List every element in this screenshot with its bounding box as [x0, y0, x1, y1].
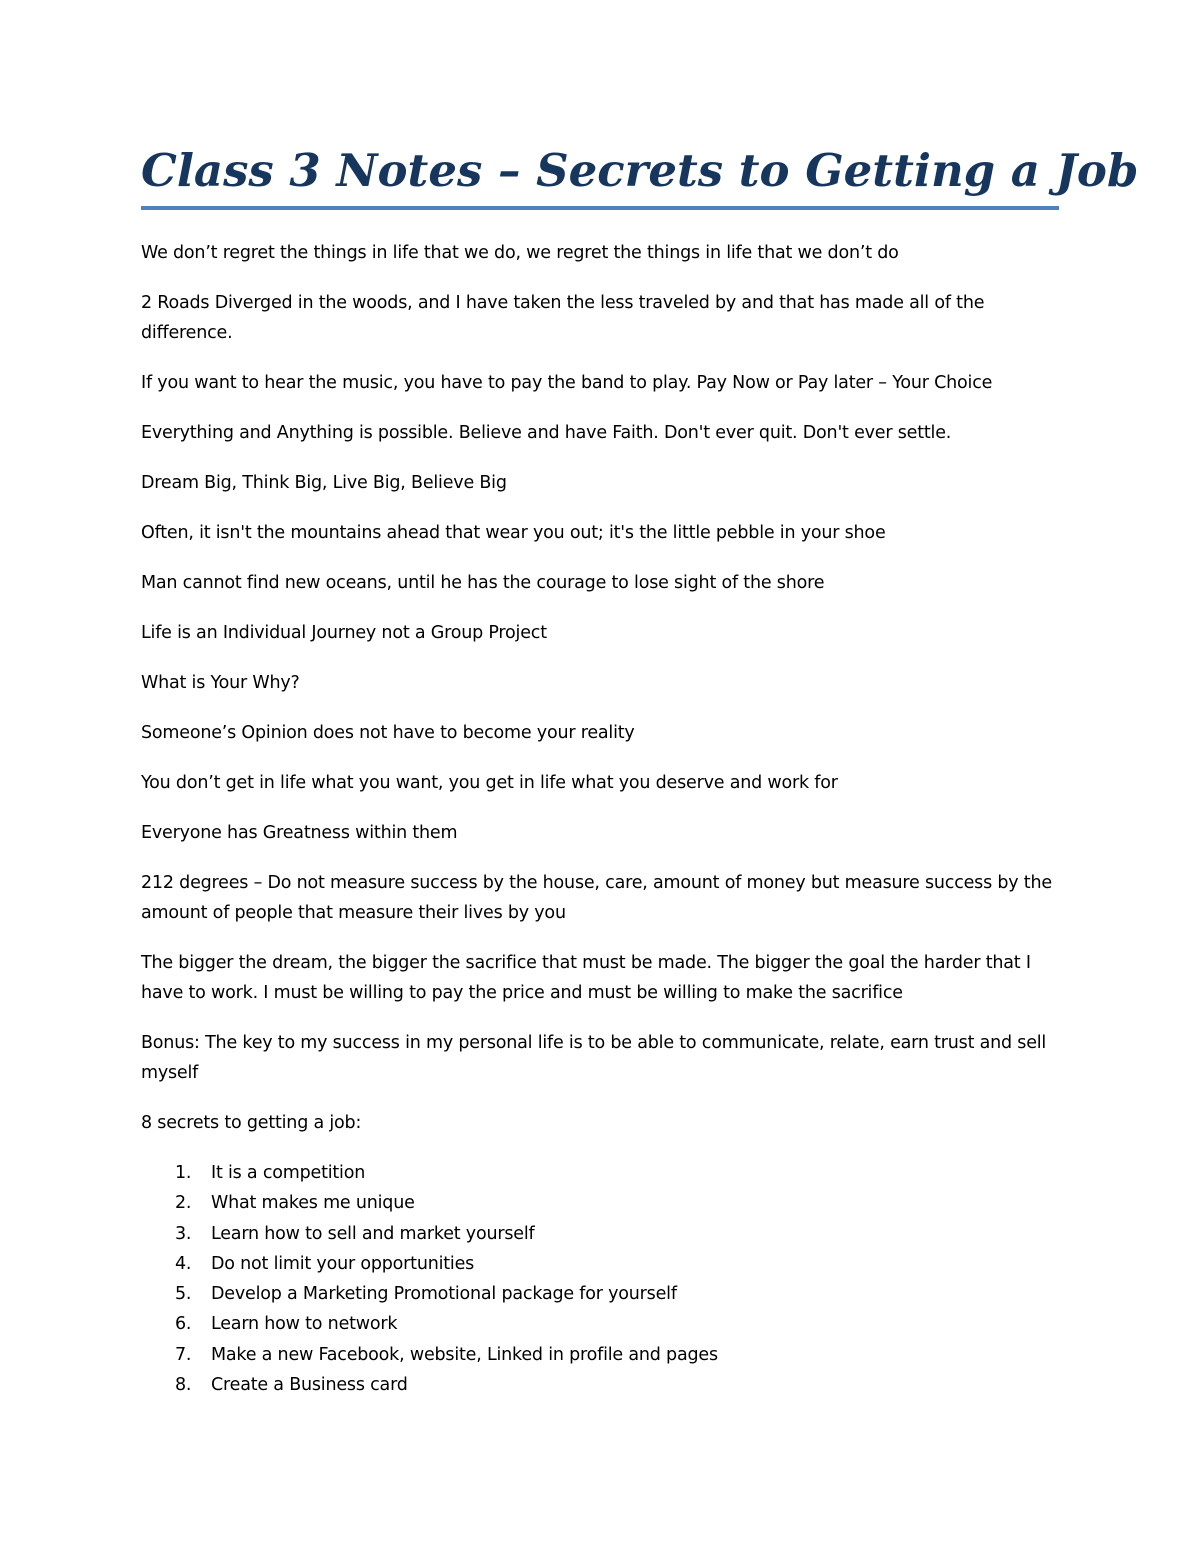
- quote-paragraph: Often, it isn't the mountains ahead that wear you out; it's the little pebble in your shoe: [141, 523, 886, 543]
- list-number: 2.: [175, 1193, 192, 1214]
- list-item: [141, 1279, 1059, 1309]
- list-number: 6.: [175, 1314, 192, 1335]
- quote-paragraph: 2 Roads Diverged in the woods, and I have taken the less traveled by and that has made all of the difference.: [141, 293, 985, 343]
- list-item: [141, 1249, 1059, 1279]
- document-page: [141, 140, 1139, 1400]
- list-item: [141, 1340, 1059, 1370]
- quote-paragraph: We don’t regret the things in life that we do, we regret the things in life that we don’t do: [141, 243, 899, 263]
- quote-paragraph: Everything and Anything is possible. Believe and have Faith. Don't ever quit. Don't ever settle.: [141, 423, 952, 443]
- bonus-paragraph: Bonus: The key to my success in my personal life is to be able to communicate, relate, earn trust and sell myself: [141, 1033, 1047, 1083]
- list-item: [141, 1219, 1059, 1249]
- secrets-heading: 8 secrets to getting a job:: [141, 1113, 362, 1133]
- quote-paragraph: Someone’s Opinion does not have to become your reality: [141, 723, 635, 743]
- quote-paragraph: Dream Big, Think Big, Live Big, Believe Big: [141, 473, 507, 493]
- list-text: Make a new Facebook, website, Linked in profile and pages: [211, 1344, 718, 1365]
- list-item: [141, 1188, 1059, 1218]
- list-item: [141, 1158, 1059, 1188]
- list-number: 5.: [175, 1284, 192, 1305]
- page-title: Class 3 Notes – Secrets to Getting a Job: [141, 144, 1139, 197]
- list-number: 8.: [175, 1375, 192, 1396]
- quote-paragraph: Life is an Individual Journey not a Group Project: [141, 623, 547, 643]
- quote-paragraph: What is Your Why?: [141, 673, 300, 693]
- quote-paragraph: If you want to hear the music, you have to pay the band to play. Pay Now or Pay later – Your Choice: [141, 373, 993, 393]
- list-number: 7.: [175, 1344, 192, 1365]
- quote-paragraph: 212 degrees – Do not measure success by the house, care, amount of money but measure success by the amount of people that measure their lives by you: [141, 873, 1052, 923]
- quote-paragraph: Everyone has Greatness within them: [141, 823, 458, 843]
- title-underline: [141, 206, 1059, 210]
- list-text: What makes me unique: [211, 1193, 415, 1214]
- list-item: [141, 1309, 1059, 1339]
- list-text: Learn how to sell and market yourself: [211, 1223, 535, 1244]
- list-text: Create a Business card: [211, 1375, 408, 1396]
- list-number: 3.: [175, 1223, 192, 1244]
- list-text: Learn how to network: [211, 1314, 398, 1335]
- secrets-list: [141, 1158, 1059, 1400]
- list-text: It is a competition: [211, 1163, 366, 1183]
- list-number: 1.: [175, 1163, 192, 1183]
- list-text: Do not limit your opportunities: [211, 1253, 475, 1274]
- list-item: [141, 1370, 1059, 1400]
- quote-paragraph: Man cannot find new oceans, until he has the courage to lose sight of the shore: [141, 573, 825, 593]
- quote-paragraph: You don’t get in life what you want, you get in life what you deserve and work for: [141, 773, 838, 793]
- list-number: 4.: [175, 1253, 192, 1274]
- quote-paragraph: The bigger the dream, the bigger the sacrifice that must be made. The bigger the goal the harder that I have to work. I must be willing to pay the price and must be willing to make the sacrifice: [141, 953, 1031, 1003]
- list-text: Develop a Marketing Promotional package for yourself: [211, 1284, 677, 1305]
